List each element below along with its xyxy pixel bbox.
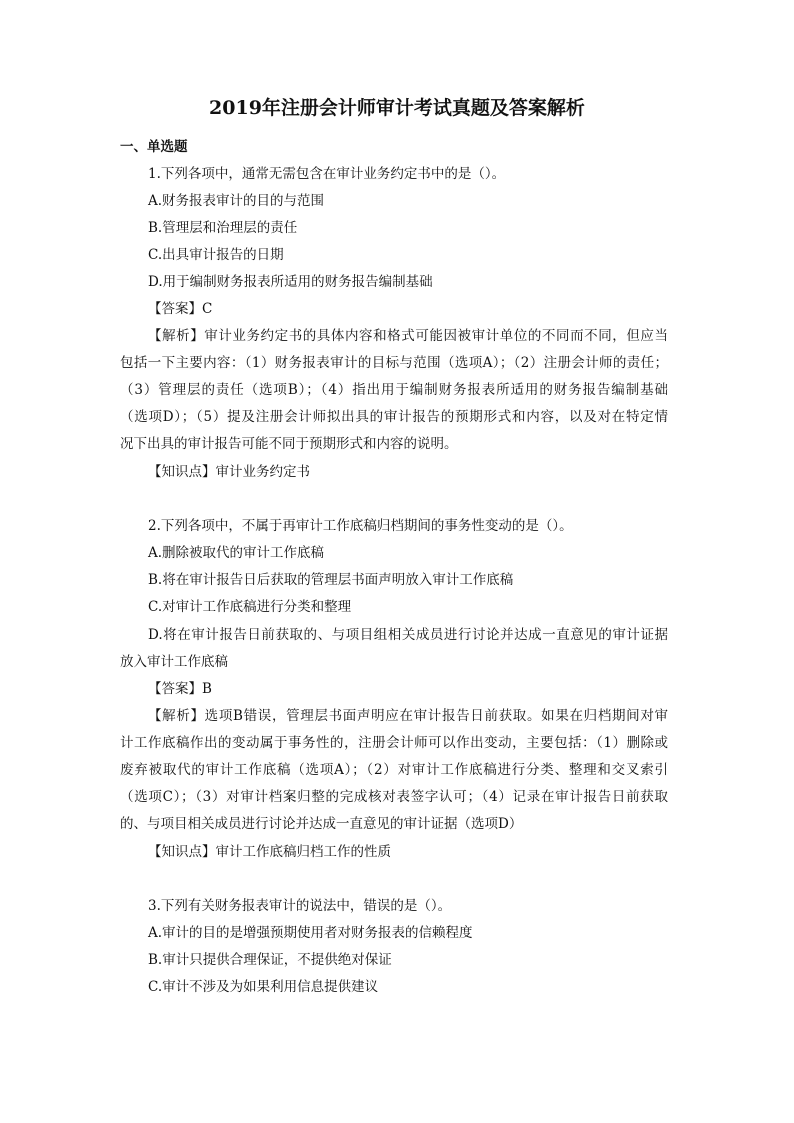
- q2-option-d: D.将在审计报告日前获取的、与项目组相关成员进行讨论并达成一直意见的审计证据: [148, 627, 668, 643]
- q2-option-c: C.对审计工作底稿进行分类和整理: [148, 599, 352, 615]
- q1-option-d: D.用于编制财务报表所适用的财务报告编制基础: [148, 274, 433, 290]
- q3-stem: 3.下列有关财务报表审计的说法中，错误的是（）。: [148, 898, 452, 914]
- q1-option-b: B.管理层和治理层的责任: [148, 220, 298, 236]
- q2-analysis-line: （选项C）；（3）对审计档案归整的完成核对表签字认可；（4）记录在审计报告日前获取: [120, 789, 668, 805]
- q2-analysis-line: 计工作底稿作出的变动属于事务性的，注册会计师可以作出变动，主要包括：（1）删除或: [120, 735, 668, 751]
- q2-analysis-line: 废弃被取代的审计工作底稿（选项A）；（2）对审计工作底稿进行分类、整理和交叉索引: [120, 762, 668, 778]
- q1-analysis-line: 况下出具的审计报告可能不同于预期形式和内容的说明。: [120, 436, 458, 452]
- q2-analysis-line: 的、与项目相关成员进行讨论并达成一直意见的审计证据（选项D）: [120, 816, 523, 832]
- q1-option-a: A.财务报表审计的目的与范围: [148, 193, 325, 209]
- q1-option-c: C.出具审计报告的日期: [148, 247, 284, 263]
- q3-option-a: A.审计的目的是增强预期使用者对财务报表的信赖程度: [148, 925, 473, 941]
- q1-analysis-line: （选项D）；（5）提及注册会计师拟出具的审计报告的预期形式和内容，以及对在特定情: [120, 409, 668, 425]
- document-title: 2019年注册会计师审计考试真题及答案解析: [209, 97, 585, 119]
- q3-option-b: B.审计只提供合理保证，不提供绝对保证: [148, 952, 392, 968]
- q1-analysis-line: （3）管理层的责任（选项B）；（4）指出用于编制财务报表所适用的财务报告编制基础: [120, 382, 668, 398]
- q2-option-a: A.删除被取代的审计工作底稿: [148, 545, 325, 561]
- q1-answer: 【答案】C: [148, 301, 213, 317]
- q2-option-d-continued: 放入审计工作底稿: [120, 654, 228, 670]
- q1-analysis-line: 【解析】审计业务约定书的具体内容和格式可能因被审计单位的不同而不同，但应当: [148, 328, 668, 344]
- q3-option-c: C.审计不涉及为如果利用信息提供建议: [148, 979, 379, 995]
- q1-stem: 1.下列各项中，通常无需包含在审计业务约定书中的是（）。: [148, 166, 506, 182]
- q2-answer: 【答案】B: [148, 681, 212, 697]
- q2-option-b: B.将在审计报告日后获取的管理层书面声明放入审计工作底稿: [148, 572, 514, 588]
- section-heading: 一、单选题: [120, 139, 188, 155]
- q2-knowledge-point: 【知识点】审计工作底稿归档工作的性质: [148, 844, 391, 860]
- q2-analysis-line: 【解析】选项B错误，管理层书面声明应在审计报告日前获取。如果在归档期间对审: [148, 708, 668, 724]
- q1-analysis-line: 包括一下主要内容：（1）财务报表审计的目标与范围（选项A）；（2）注册会计师的责任；: [120, 355, 668, 371]
- q1-knowledge-point: 【知识点】审计业务约定书: [148, 464, 310, 480]
- q2-stem: 2.下列各项中，不属于再审计工作底稿归档期间的事务性变动的是（）。: [148, 518, 573, 534]
